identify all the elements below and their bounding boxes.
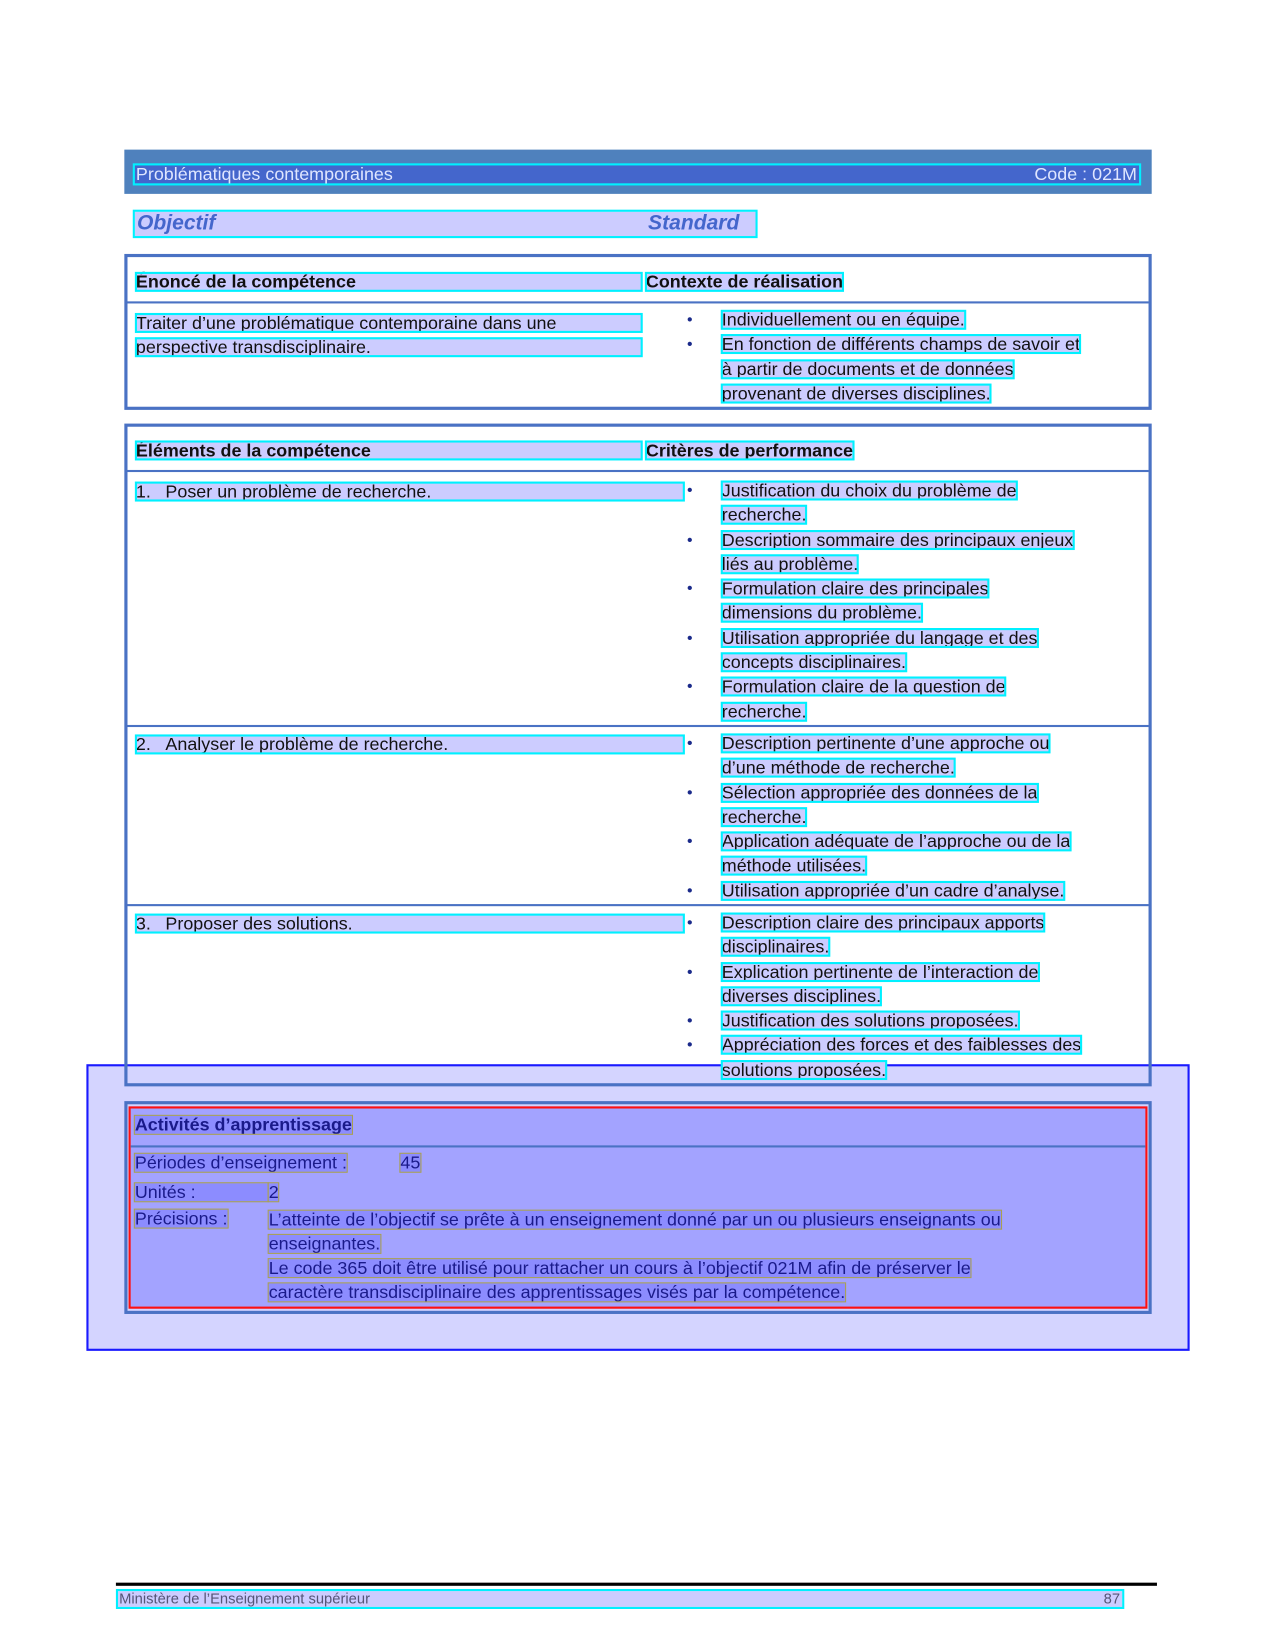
bullet-item <box>687 831 1071 881</box>
criterion-text: concepts disciplinaires. <box>721 652 906 673</box>
element-text <box>136 915 684 933</box>
bullet-icon: • <box>687 783 693 802</box>
competence-table <box>124 254 1151 410</box>
footer-rule <box>116 1583 1157 1586</box>
objectif-label: Objectif <box>136 211 216 235</box>
element-label <box>136 914 684 935</box>
criterion-text: Description claire des principaux apports <box>721 912 1045 933</box>
program-code: Code : 021M <box>1034 164 1137 185</box>
bullet-icon: • <box>687 335 693 354</box>
standard-label: Standard <box>648 211 740 235</box>
criterion-text: à partir de documents et de données <box>721 358 1014 379</box>
bullet-item <box>687 529 1074 579</box>
criterion-text: En fonction de différents champs de savoir et <box>721 334 1080 355</box>
bullet-line <box>687 880 1071 906</box>
competence-statement-header: Énoncé de la compétence <box>136 273 642 291</box>
criterion-text: Explication pertinente de l’interaction de <box>721 961 1039 982</box>
bullet-item <box>687 880 1071 906</box>
criterion-text: d’une méthode de recherche. <box>721 757 955 778</box>
bullet-icon: • <box>687 1011 693 1030</box>
criterion-text: Individuellement ou en équipe. <box>721 309 965 330</box>
criterion-text: Formulation claire de la question de <box>721 676 1006 697</box>
bullet-line <box>687 578 1073 604</box>
statement-text: Traiter d’une problématique contemporaine dans une <box>136 314 642 332</box>
context-list <box>687 309 1080 408</box>
criteria-list <box>687 733 1071 905</box>
footer <box>118 1591 1122 1607</box>
activities-title: Activités d’apprentissage <box>134 1114 352 1135</box>
periods-value: 45 <box>400 1152 421 1173</box>
bullet-line <box>687 480 1073 505</box>
program-header-bar <box>124 150 1151 194</box>
criterion-text: Appréciation des forces et des faiblesses des <box>721 1035 1082 1056</box>
bullet-line <box>722 758 1071 783</box>
element-number: 2. <box>135 734 151 755</box>
competence-statement <box>136 313 642 362</box>
bullet-item <box>687 578 1073 628</box>
criteria-list <box>687 480 1074 725</box>
precision-line <box>269 1234 1001 1258</box>
element-label <box>136 482 684 503</box>
bullet-line <box>687 1035 1082 1060</box>
bullet-item <box>687 912 1081 962</box>
bullet-icon: • <box>687 481 693 500</box>
table-divider <box>127 301 1148 303</box>
objective-standard-heading <box>135 212 756 236</box>
bullet-icon: • <box>687 1036 693 1055</box>
units-label: Unités : <box>135 1183 268 1201</box>
precision-text: enseignantes. <box>268 1233 381 1254</box>
criterion-text: recherche. <box>721 701 807 722</box>
criterion-text: Utilisation appropriée du langage et des <box>721 627 1038 648</box>
criterion-text: recherche. <box>721 505 807 526</box>
bullet-icon: • <box>687 832 693 851</box>
criterion-text: Sélection appropriée des données de la <box>721 782 1038 803</box>
bullet-line <box>687 912 1081 938</box>
element-number: 1. <box>135 481 151 502</box>
precision-text: Le code 365 doit être utilisé pour rattacher un cours à l’objectif 021M afin de préserver le <box>268 1258 971 1279</box>
bullet-line <box>687 309 1080 335</box>
element-label-text: Proposer des solutions. <box>165 913 353 934</box>
bullet-icon: • <box>687 677 693 696</box>
bullet-line <box>687 529 1074 555</box>
element-text <box>136 735 684 753</box>
criterion-text: Description pertinente d’une approche ou <box>721 733 1050 754</box>
bullet-line <box>722 856 1071 881</box>
bullet-icon: • <box>687 734 693 753</box>
statement-line <box>136 313 642 338</box>
precisions-label: Précisions : <box>134 1208 228 1229</box>
bullet-line <box>687 627 1073 653</box>
precision-line <box>269 1258 1001 1282</box>
table-divider <box>127 470 1148 472</box>
bullet-icon: • <box>687 310 693 329</box>
criterion-text: disciplinaires. <box>721 937 830 958</box>
criterion-text: Justification des solutions proposées. <box>721 1010 1019 1031</box>
precision-text: caractère transdisciplinaire des apprentissages visés par la compétence. <box>268 1282 846 1303</box>
activities-table <box>124 1101 1151 1314</box>
bullet-line <box>687 782 1071 807</box>
criteria-list <box>687 912 1082 1085</box>
bullet-item <box>687 1010 1081 1036</box>
bullet-item <box>687 627 1073 677</box>
bullet-line <box>722 603 1073 628</box>
bullet-icon: • <box>687 579 693 598</box>
precision-text: L’atteinte de l’objectif se prête à un enseignement donné par un ou plusieurs enseignants ou <box>268 1209 1001 1230</box>
context-header: Contexte de réalisation <box>645 271 844 292</box>
bullet-icon: • <box>687 881 693 900</box>
criteria-header: Critères de performance <box>645 440 854 461</box>
criterion-text: diverses disciplines. <box>721 986 882 1007</box>
criterion-text: méthode utilisées. <box>721 856 867 877</box>
elements-header: Éléments de la compétence <box>136 442 642 460</box>
elements-table <box>124 424 1151 1087</box>
bullet-item <box>687 961 1081 1011</box>
periods-label: Périodes d’enseignement : <box>134 1152 347 1173</box>
program-header-text-bar <box>135 165 1139 183</box>
precisions-text <box>269 1210 1001 1307</box>
precision-line <box>269 1210 1001 1234</box>
bullet-item <box>687 334 1080 408</box>
footer-ministry: Ministère de l’Enseignement supérieur <box>119 1590 370 1607</box>
bullet-item <box>687 782 1071 831</box>
criterion-text: solutions proposées. <box>721 1059 887 1080</box>
bullet-line <box>687 334 1080 359</box>
element-number: 3. <box>135 913 151 934</box>
bullet-line <box>687 831 1071 857</box>
bullet-icon: • <box>687 962 693 981</box>
bullet-line <box>722 937 1081 962</box>
criterion-text: Description sommaire des principaux enjeux <box>721 529 1074 550</box>
bullet-line <box>687 676 1073 702</box>
bullet-line <box>722 554 1073 579</box>
bullet-item <box>687 733 1071 782</box>
bullet-line <box>687 1010 1081 1036</box>
bullet-line <box>687 961 1081 987</box>
bullet-icon: • <box>687 913 693 932</box>
bullet-line <box>722 359 1080 384</box>
bullet-item <box>687 1035 1082 1084</box>
element-label-text: Poser un problème de recherche. <box>165 481 432 502</box>
bullet-line <box>722 652 1073 677</box>
criterion-text: Formulation claire des principales <box>721 578 989 599</box>
element-label-text: Analyser le problème de recherche. <box>165 734 449 755</box>
bullet-line <box>722 1060 1081 1085</box>
bullet-line <box>687 733 1071 758</box>
element-text <box>136 483 684 501</box>
activities-panel <box>129 1106 1148 1308</box>
criterion-text: Utilisation appropriée d’un cadre d’analyse. <box>721 880 1065 901</box>
table-divider <box>131 1145 1146 1147</box>
bullet-line <box>722 986 1081 1011</box>
criterion-text: recherche. <box>721 807 807 828</box>
criterion-text: liés au problème. <box>721 554 859 575</box>
bullet-item <box>687 480 1073 529</box>
precision-line <box>269 1282 1001 1306</box>
criterion-text: provenant de diverses disciplines. <box>721 383 991 404</box>
statement-line <box>136 337 642 362</box>
units-value: 2 <box>268 1182 279 1203</box>
bullet-item <box>687 309 1080 335</box>
criterion-text: Application adéquate de l’approche ou de la <box>721 831 1071 852</box>
criterion-text: dimensions du problème. <box>721 603 922 624</box>
bullet-icon: • <box>687 628 693 647</box>
bullet-item <box>687 676 1073 726</box>
bullet-line <box>722 383 1080 408</box>
statement-text: perspective transdisciplinaire. <box>136 339 642 357</box>
program-title: Problématiques contemporaines <box>135 164 393 185</box>
criterion-text: Justification du choix du problème de <box>721 480 1017 501</box>
bullet-line <box>722 807 1071 832</box>
page-number: 87 <box>1103 1590 1121 1607</box>
bullet-line <box>722 701 1073 726</box>
element-label <box>136 734 684 755</box>
bullet-line <box>722 505 1073 530</box>
bullet-icon: • <box>687 530 693 549</box>
